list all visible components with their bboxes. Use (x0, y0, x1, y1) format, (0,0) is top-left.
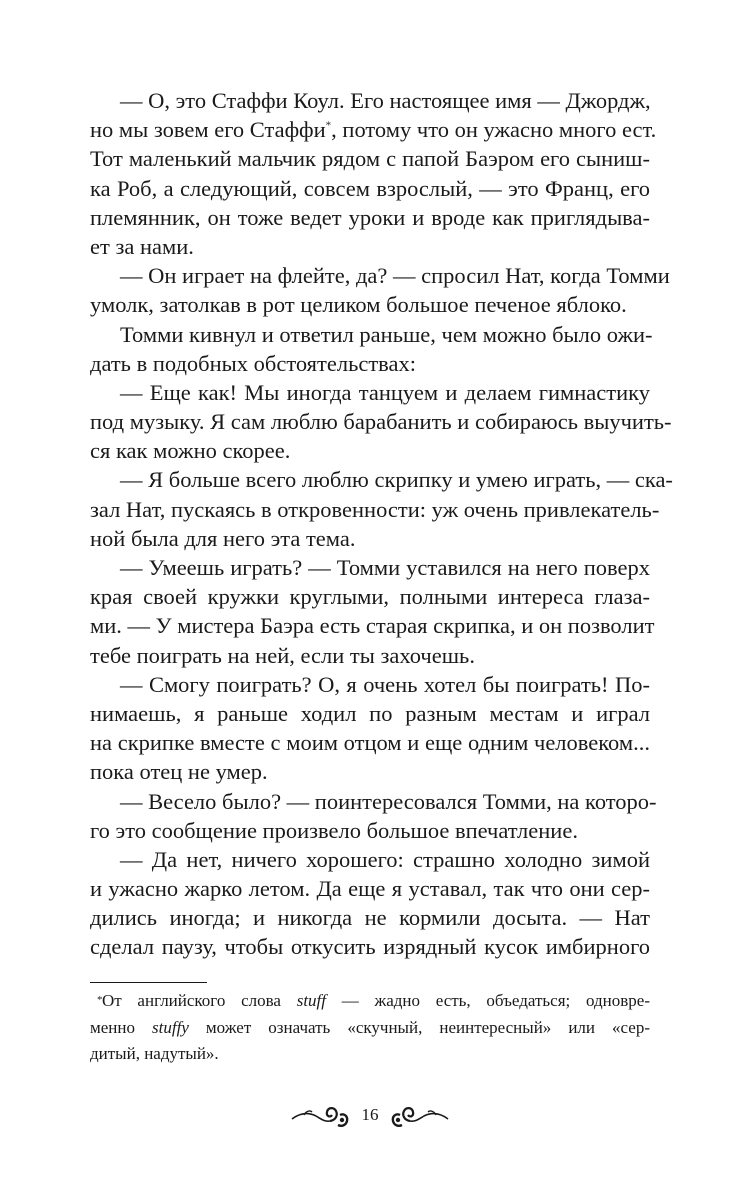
footnote-divider (90, 982, 207, 983)
footnote (90, 988, 650, 1068)
footnote-reference: * (325, 119, 332, 132)
text-line: — Смогу поиграть? О, я очень хотел бы поиграть! По- (120, 671, 650, 697)
text-line: края своей кружки круглыми, полными интереса глаза- (90, 584, 650, 610)
text-line: — Весело было? — поинтересовался Томми, на которо- (120, 788, 657, 814)
text-line: ся как можно скорее. (90, 438, 291, 464)
text-line: зал Нат, пускаясь в откровенности: уж очень привлекатель- (90, 496, 660, 522)
text-line: дать в подобных обстоятельствах: (90, 350, 416, 376)
footnote-mark: * (97, 994, 103, 1006)
text-line: тебе поиграть на ней, если ты захочешь. (90, 642, 475, 668)
text-line: ной была для него эта тема. (90, 525, 356, 551)
footnote-line: дитый, надутый». (90, 1044, 219, 1063)
text-line: ми. — У мистера Баэра есть старая скрипка, и он позволит (90, 613, 655, 639)
text-line: — Умеешь играть? — Томми уставился на него поверх (120, 555, 650, 580)
text-line: но мы зовем его Стаффи*, потому что он ужасно много ест. (90, 117, 657, 143)
text-line: нимаешь, я раньше ходил по разным местам и играл (90, 700, 650, 726)
text-line: — О, это Стаффи Коул. Его настоящее имя — Джордж, (120, 88, 651, 113)
text-line: пока отец не умер. (90, 759, 268, 785)
right-swirl-ornament-icon (388, 1103, 450, 1133)
page-footer (290, 1100, 450, 1134)
footnote-line: От английского слова stuff — жадно есть, объедаться; одновре- (102, 991, 650, 1010)
text-line: — Я больше всего люблю скрипку и умею играть, — ска- (120, 467, 673, 493)
page-number: 16 (361, 1105, 379, 1124)
text-line: ка Роб, а следующий, совсем взрослый, — это Франц, его (90, 175, 650, 201)
text-line: сделал паузу, чтобы откусить изрядный кусок имбирного (90, 934, 650, 960)
text-line: племянник, он тоже ведет уроки и вроде как приглядыва- (90, 204, 650, 230)
body-text (90, 86, 673, 962)
text-line: под музыку. Я сам люблю барабанить и собираюсь выучить- (90, 409, 672, 435)
text-line: — Он играет на флейте, да? — спросил Нат, когда Томми (120, 263, 670, 289)
text-line: — Да нет, ничего хорошего: страшно холодно зимой (120, 846, 650, 872)
text-line: и ужасно жарко летом. Да еще я уставал, так что они сер- (90, 876, 650, 902)
text-line: Томми кивнул и ответил раньше, чем можно было ожи- (120, 321, 653, 347)
footnote-line: менно stuffy может означать «скучный, неинтересный» или «сер- (90, 1017, 651, 1037)
text-line: го это сообщение произвело большое впечатление. (90, 817, 578, 843)
text-line: на скрипке вместе с моим отцом и еще одним человеком... (90, 730, 650, 756)
text-line: умолк, затолкав в рот целиком большое печеное яблоко. (90, 292, 627, 318)
text-line: Тот маленький мальчик рядом с папой Баэром его сыниш- (90, 146, 650, 172)
text-line: ет за нами. (90, 233, 194, 259)
text-line: — Еще как! Мы иногда танцуем и делаем гимнастику (120, 379, 650, 405)
text-line: дились иногда; и никогда не кормили досыта. — Нат (90, 905, 650, 931)
